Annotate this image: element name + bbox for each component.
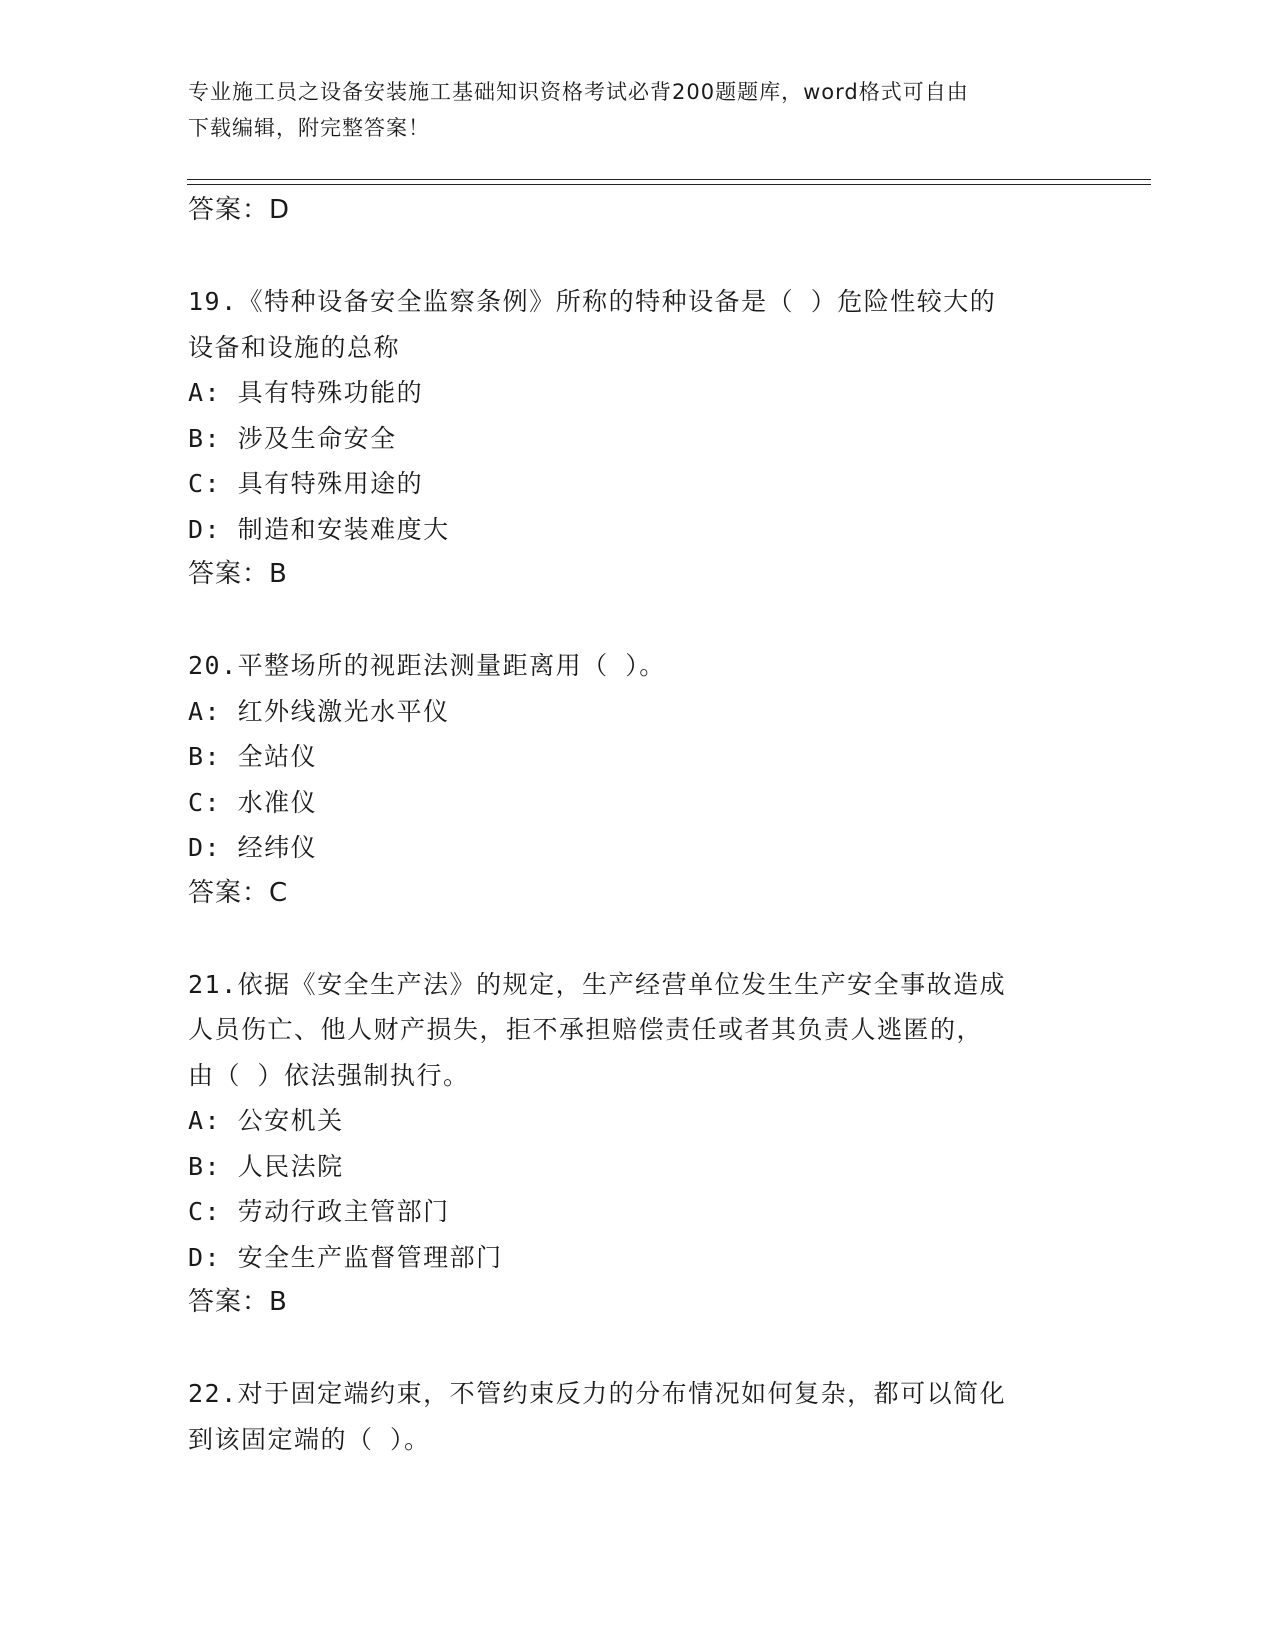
question-block-22 xyxy=(188,1371,1108,1462)
option-d: D: 经纬仪 xyxy=(188,833,318,862)
option-c: C: 劳动行政主管部门 xyxy=(188,1197,450,1226)
option-a: A: 公安机关 xyxy=(188,1106,344,1135)
option-a: A: 具有特殊功能的 xyxy=(188,378,424,407)
spacer xyxy=(188,234,1108,280)
answer-line: 答案：B xyxy=(188,559,288,589)
spacer xyxy=(188,916,1108,962)
question-block-19 xyxy=(188,279,1108,598)
question-block-20 xyxy=(188,643,1108,916)
header-title-line-1: 专业施工员之设备安装施工基础知识资格考试必背200题题库，word格式可自由 xyxy=(188,80,969,104)
question-block-21 xyxy=(188,962,1108,1326)
header-divider-bottom xyxy=(187,184,1151,185)
spacer xyxy=(188,1326,1108,1372)
option-c: C: 具有特殊用途的 xyxy=(188,469,424,498)
option-d: D: 安全生产监督管理部门 xyxy=(188,1242,503,1272)
document-header xyxy=(188,74,1088,146)
question-stem-line: 20.平整场所的视距法测量距离用（ ）。 xyxy=(188,651,666,680)
spacer xyxy=(188,598,1108,644)
option-c: C: 水准仪 xyxy=(188,787,318,817)
answer-line: 答案：B xyxy=(188,1287,288,1317)
answer-line: 答案：D xyxy=(188,195,291,225)
question-stem-line: 到该固定端的（ ）。 xyxy=(188,1424,431,1454)
option-b: B: 人民法院 xyxy=(188,1151,344,1181)
question-stem-line: 人员伤亡、他人财产损失，拒不承担赔偿责任或者其负责人逃匿的， xyxy=(188,1015,984,1044)
question-list xyxy=(188,188,1108,1462)
header-divider-top xyxy=(187,179,1151,180)
header-title-line-2: 下载编辑，附完整答案！ xyxy=(188,116,430,140)
question-stem-line: 22.对于固定端约束，不管约束反力的分布情况如何复杂，都可以简化 xyxy=(188,1379,1007,1408)
option-b: B: 全站仪 xyxy=(188,742,318,771)
option-a: A: 红外线激光水平仪 xyxy=(188,696,450,726)
question-stem-line: 19.《特种设备安全监察条例》所称的特种设备是（ ）危险性较大的 xyxy=(188,287,997,316)
question-stem-line: 21.依据《安全生产法》的规定，生产经营单位发生生产安全事故造成 xyxy=(188,969,1007,999)
question-stem-line: 设备和设施的总称 xyxy=(188,332,401,362)
question-stem-line: 由（ ）依法强制执行。 xyxy=(188,1060,470,1090)
option-b: B: 涉及生命安全 xyxy=(188,423,397,453)
option-d: D: 制造和安装难度大 xyxy=(188,514,450,544)
answer-line: 答案：C xyxy=(188,877,289,908)
